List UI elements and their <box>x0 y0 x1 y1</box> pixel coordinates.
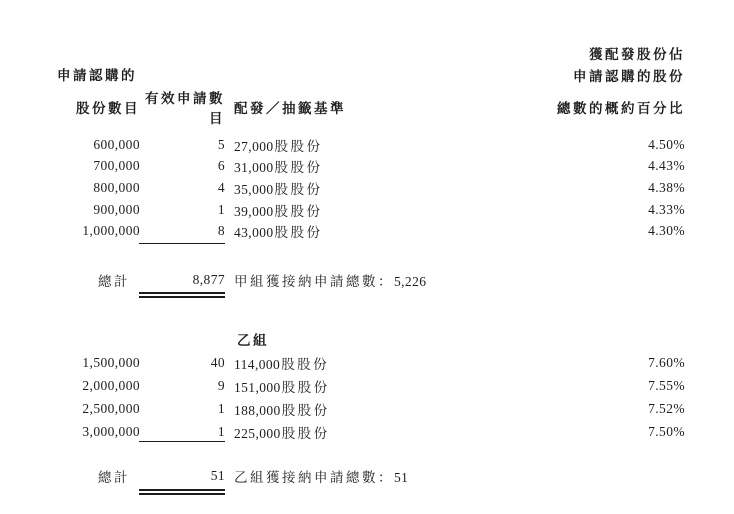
group-b-total-double-rule <box>139 489 225 495</box>
group-b-rows <box>0 351 685 444</box>
total-applications: 51 <box>210 468 225 483</box>
shares-applied-cell: 700,000 <box>93 158 140 174</box>
table-row <box>0 220 685 242</box>
total-label: 總計 <box>98 470 130 485</box>
percentage-cell: 4.33% <box>648 201 685 217</box>
table-header-row <box>0 87 685 126</box>
header-shares-applied-line1: 申請認購的 <box>57 68 137 83</box>
basis-unit: 股股份 <box>274 203 323 219</box>
table-row <box>0 397 685 420</box>
total-note-label: 乙組獲接納申請總數： <box>234 470 394 485</box>
header-valid-applications: 有效申請數目 <box>145 91 225 126</box>
shares-applied-cell: 2,000,000 <box>82 377 140 393</box>
header-percentage-line2: 申請認購的股份 <box>573 69 685 85</box>
shares-applied-cell: 600,000 <box>93 136 140 152</box>
basis-unit: 股股份 <box>274 138 323 154</box>
valid-applications-cell: 8 <box>217 223 225 239</box>
table-row <box>0 177 685 199</box>
basis-number: 27,000 <box>234 138 274 154</box>
valid-applications-cell: 1 <box>217 201 225 217</box>
percentage-cell: 4.30% <box>648 223 685 239</box>
table-row <box>0 421 685 444</box>
total-note-value: 51 <box>394 470 409 485</box>
basis-cell <box>225 156 537 176</box>
basis-cell <box>225 353 537 373</box>
valid-applications-cell: 1 <box>217 400 225 416</box>
basis-cell <box>225 135 537 155</box>
total-row-group-a <box>0 270 685 290</box>
percentage-cell: 7.55% <box>648 377 685 393</box>
basis-cell <box>225 376 537 396</box>
header-percentage-line1: 獲配發股份佔 <box>589 47 685 62</box>
total-row-group-b <box>0 466 685 484</box>
valid-applications-cell: 5 <box>217 136 225 152</box>
table-row <box>0 374 685 397</box>
basis-number: 35,000 <box>234 181 274 197</box>
table-row <box>0 156 685 178</box>
group-a-subtotal-rule <box>139 243 225 244</box>
valid-applications-cell: 6 <box>217 158 225 174</box>
basis-number: 43,000 <box>234 225 274 241</box>
group-b-subtotal-rule <box>139 441 225 442</box>
basis-unit: 股股份 <box>274 225 323 241</box>
basis-unit: 股股份 <box>274 160 323 176</box>
basis-number: 39,000 <box>234 203 274 219</box>
basis-number: 188,000 <box>234 402 281 418</box>
group-a-total-double-rule <box>139 292 225 298</box>
shares-applied-cell: 800,000 <box>93 179 140 195</box>
basis-cell <box>225 200 537 220</box>
basis-cell <box>225 178 537 198</box>
header-shares-applied-line2: 股份數目 <box>76 101 140 116</box>
valid-applications-cell: 1 <box>217 424 225 440</box>
table-row <box>0 351 685 374</box>
total-note <box>225 270 537 290</box>
total-note <box>225 466 537 486</box>
total-label: 總計 <box>98 274 130 289</box>
basis-cell <box>225 422 537 442</box>
basis-unit: 股股份 <box>274 181 323 197</box>
table-row <box>0 134 685 156</box>
table-row <box>0 199 685 221</box>
basis-number: 114,000 <box>234 356 281 372</box>
percentage-cell: 4.38% <box>648 179 685 195</box>
basis-cell <box>225 399 537 419</box>
group-a-rows <box>0 134 685 242</box>
basis-unit: 股股份 <box>281 356 330 372</box>
header-basis-of-allotment: 配發／抽籤基準 <box>234 101 346 116</box>
basis-unit: 股股份 <box>281 402 330 418</box>
basis-cell <box>225 221 537 241</box>
basis-number: 151,000 <box>234 379 281 395</box>
percentage-cell: 4.50% <box>648 136 685 152</box>
percentage-cell: 7.60% <box>648 354 685 370</box>
shares-applied-cell: 2,500,000 <box>82 400 140 416</box>
basis-number: 225,000 <box>234 426 281 442</box>
basis-number: 31,000 <box>234 160 274 176</box>
total-note-label: 甲組獲接納申請總數： <box>234 274 394 289</box>
percentage-cell: 4.43% <box>648 158 685 174</box>
shares-applied-cell: 1,000,000 <box>82 223 140 239</box>
shares-applied-cell: 1,500,000 <box>82 354 140 370</box>
valid-applications-cell: 9 <box>217 377 225 393</box>
header-percentage-line3: 總數的概約百分比 <box>557 101 685 116</box>
valid-applications-cell: 40 <box>210 354 225 370</box>
group-b-label: 乙組 <box>237 333 269 348</box>
percentage-cell: 7.50% <box>648 424 685 440</box>
shares-applied-cell: 900,000 <box>93 201 140 217</box>
valid-applications-cell: 4 <box>217 179 225 195</box>
total-applications: 8,877 <box>192 272 225 287</box>
basis-unit: 股股份 <box>281 379 330 395</box>
shares-applied-cell: 3,000,000 <box>82 424 140 440</box>
basis-unit: 股股份 <box>281 426 330 442</box>
total-note-value: 5,226 <box>394 274 427 289</box>
percentage-cell: 7.52% <box>648 400 685 416</box>
